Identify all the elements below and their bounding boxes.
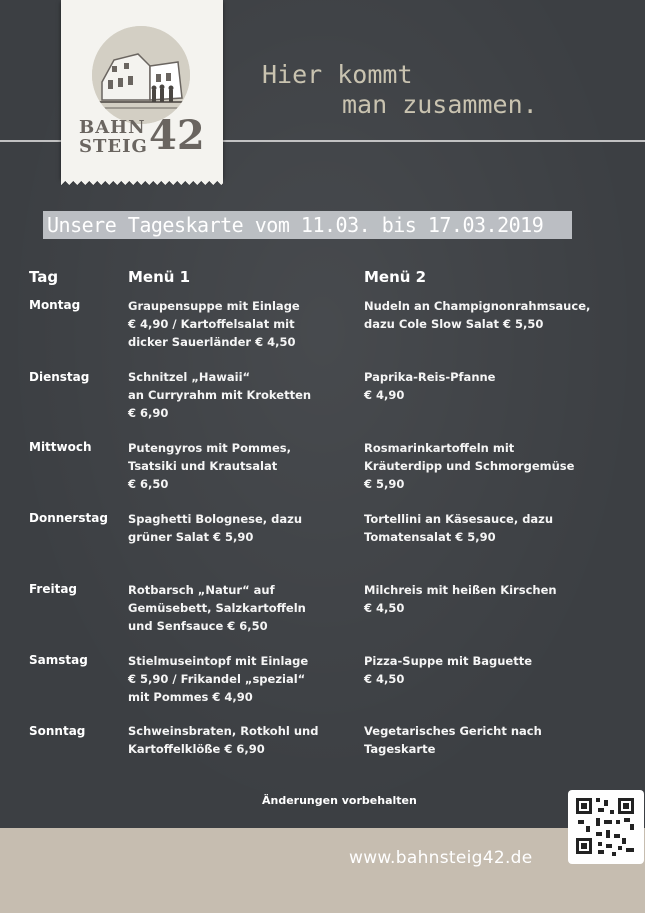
logo-line2: STEIG xyxy=(79,136,148,157)
website-link[interactable]: www.bahnsteig42.de xyxy=(349,848,533,868)
day-label: Freitag xyxy=(29,582,78,596)
menu1-item: Putengyros mit Pommes, Tsatsiki und Krautsalat € 6,50 xyxy=(128,441,291,491)
menu2-item: Pizza-Suppe mit Baguette € 4,50 xyxy=(364,654,532,686)
slogan-line1: Hier kommt xyxy=(262,60,413,89)
menu2-item: Paprika-Reis-Pfanne € 4,90 xyxy=(364,370,496,402)
menu2-item: Vegetarisches Gericht nach Tageskarte xyxy=(364,724,542,756)
logo-line1: BAHN xyxy=(79,117,146,138)
station-building-illustration xyxy=(92,26,190,124)
menu2-item: Milchreis mit heißen Kirschen € 4,50 xyxy=(364,583,557,615)
day-label: Montag xyxy=(29,298,81,312)
header-menu1: Menü 1 xyxy=(128,268,191,286)
logo-wordmark xyxy=(79,112,209,159)
qr-code-icon xyxy=(568,790,644,864)
day-label: Mittwoch xyxy=(29,440,92,454)
slogan xyxy=(262,60,538,120)
menu2-item: Rosmarinkartoffeln mit Kräuterdipp und Schmorgemüse € 5,90 xyxy=(364,441,575,491)
header-menu2: Menü 2 xyxy=(364,268,427,286)
menu1-item: Stielmuseintopf mit Einlage € 5,90 / Frikandel „spezial“ mit Pommes € 4,90 xyxy=(128,654,309,704)
header-day: Tag xyxy=(29,268,59,286)
page-title: Unsere Tageskarte vom 11.03. bis 17.03.2019 xyxy=(47,213,544,237)
menu1-item: Graupensuppe mit Einlage € 4,90 / Kartoffelsalat mit dicker Sauerländer € 4,50 xyxy=(128,299,300,349)
menu1-item: Rotbarsch „Natur“ auf Gemüsebett, Salzkartoffeln und Senfsauce € 6,50 xyxy=(128,583,306,633)
day-label: Donnerstag xyxy=(29,511,108,525)
day-label: Dienstag xyxy=(29,370,90,384)
menu2-item: Tortellini an Käsesauce, dazu Tomatensalat € 5,90 xyxy=(364,512,554,544)
menu1-item: Schnitzel „Hawaii“ an Curryrahm mit Kroketten € 6,90 xyxy=(128,370,312,420)
logo-number: 42 xyxy=(149,112,205,159)
day-label: Sonntag xyxy=(29,724,86,738)
menu1-item: Spaghetti Bolognese, dazu grüner Salat € 5,90 xyxy=(128,512,303,544)
footer-bar xyxy=(0,828,645,913)
day-label: Samstag xyxy=(29,653,88,667)
menu1-item: Schweinsbraten, Rotkohl und Kartoffelklöße € 6,90 xyxy=(128,724,319,756)
disclaimer-note: Änderungen vorbehalten xyxy=(262,794,417,807)
logo-tag xyxy=(61,0,223,178)
menu2-item: Nudeln an Champignonrahmsauce, dazu Cole Slow Salat € 5,50 xyxy=(364,299,591,331)
slogan-line2: man zusammen. xyxy=(342,90,538,119)
